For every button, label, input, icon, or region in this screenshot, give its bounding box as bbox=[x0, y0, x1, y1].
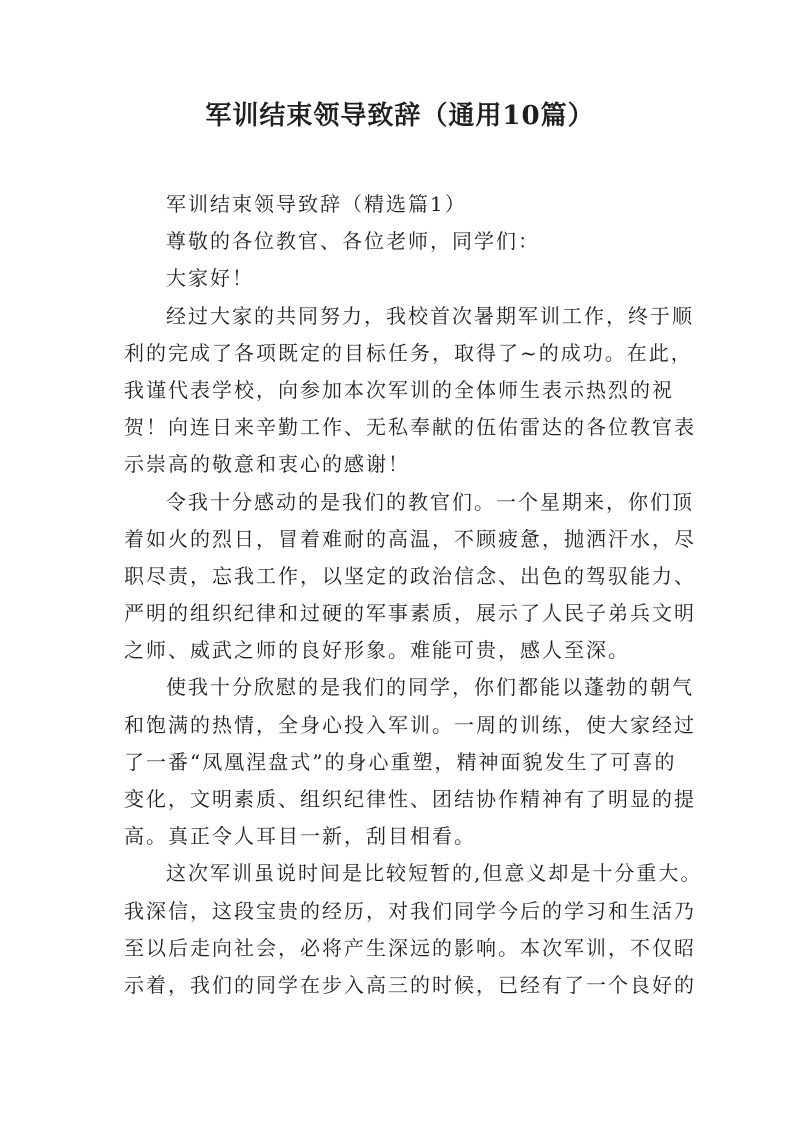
body-line: 之师、威武之师的良好形象。难能可贵，感人至深。 bbox=[124, 638, 630, 663]
body-line: 贺！向连日来辛勤工作、无私奉献的伍佑雷达的各位教官表 bbox=[124, 415, 696, 440]
body-line: 职尽责，忘我工作，以坚定的政治信念、出色的驾驭能力、 bbox=[124, 563, 696, 588]
body-line: 示着，我们的同学在步入高三的时候，已经有了一个良好的 bbox=[124, 972, 696, 997]
body-line: 了一番“凤凰涅盘式”的身心重塑，精神面貌发生了可喜的 bbox=[124, 749, 677, 774]
body-line: 和饱满的热情，全身心投入军训。一周的训练，使大家经过 bbox=[124, 712, 696, 737]
body-line: 经过大家的共同努力，我校首次暑期军训工作，终于顺 bbox=[166, 303, 694, 328]
body-line: 尊敬的各位教官、各位老师，同学们： bbox=[166, 229, 540, 254]
body-line: 严明的组织纪律和过硬的军事素质，展示了人民子弟兵文明 bbox=[124, 601, 696, 626]
body-line: 着如火的烈日，冒着难耐的高温，不顾疲惫，抛洒汗水，尽 bbox=[124, 526, 696, 551]
body-line: 我谨代表学校，向参加本次军训的全体师生表示热烈的祝 bbox=[124, 377, 674, 402]
body-line: 利的完成了各项既定的目标任务，取得了~的成功。在此， bbox=[124, 340, 693, 365]
body-line: 军训结束领导致辞（精选篇1） bbox=[166, 192, 467, 216]
body-line: 示崇高的敬意和衷心的感谢！ bbox=[124, 452, 410, 477]
body-line: 使我十分欣慰的是我们的同学，你们都能以蓬勃的朝气 bbox=[166, 675, 694, 700]
body-line: 大家好！ bbox=[166, 266, 254, 291]
body-line: 我深信，这段宝贵的经历，对我们同学今后的学习和生活乃 bbox=[124, 898, 696, 923]
body-line: 这次军训虽说时间是比较短暂的,但意义却是十分重大。 bbox=[166, 861, 703, 886]
body-line: 变化，文明素质、组织纪律性、团结协作精神有了明显的提 bbox=[124, 787, 696, 811]
document-title: 军训结束领导致辞（通用10篇） bbox=[205, 101, 595, 131]
body-line: 至以后走向社会，必将产生深远的影响。本次军训，不仅昭 bbox=[124, 935, 696, 960]
body-line: 令我十分感动的是我们的教官们。一个星期来，你们顶 bbox=[166, 489, 694, 514]
document-body bbox=[124, 186, 703, 1004]
body-line: 高。真正令人耳目一新，刮目相看。 bbox=[124, 824, 476, 849]
